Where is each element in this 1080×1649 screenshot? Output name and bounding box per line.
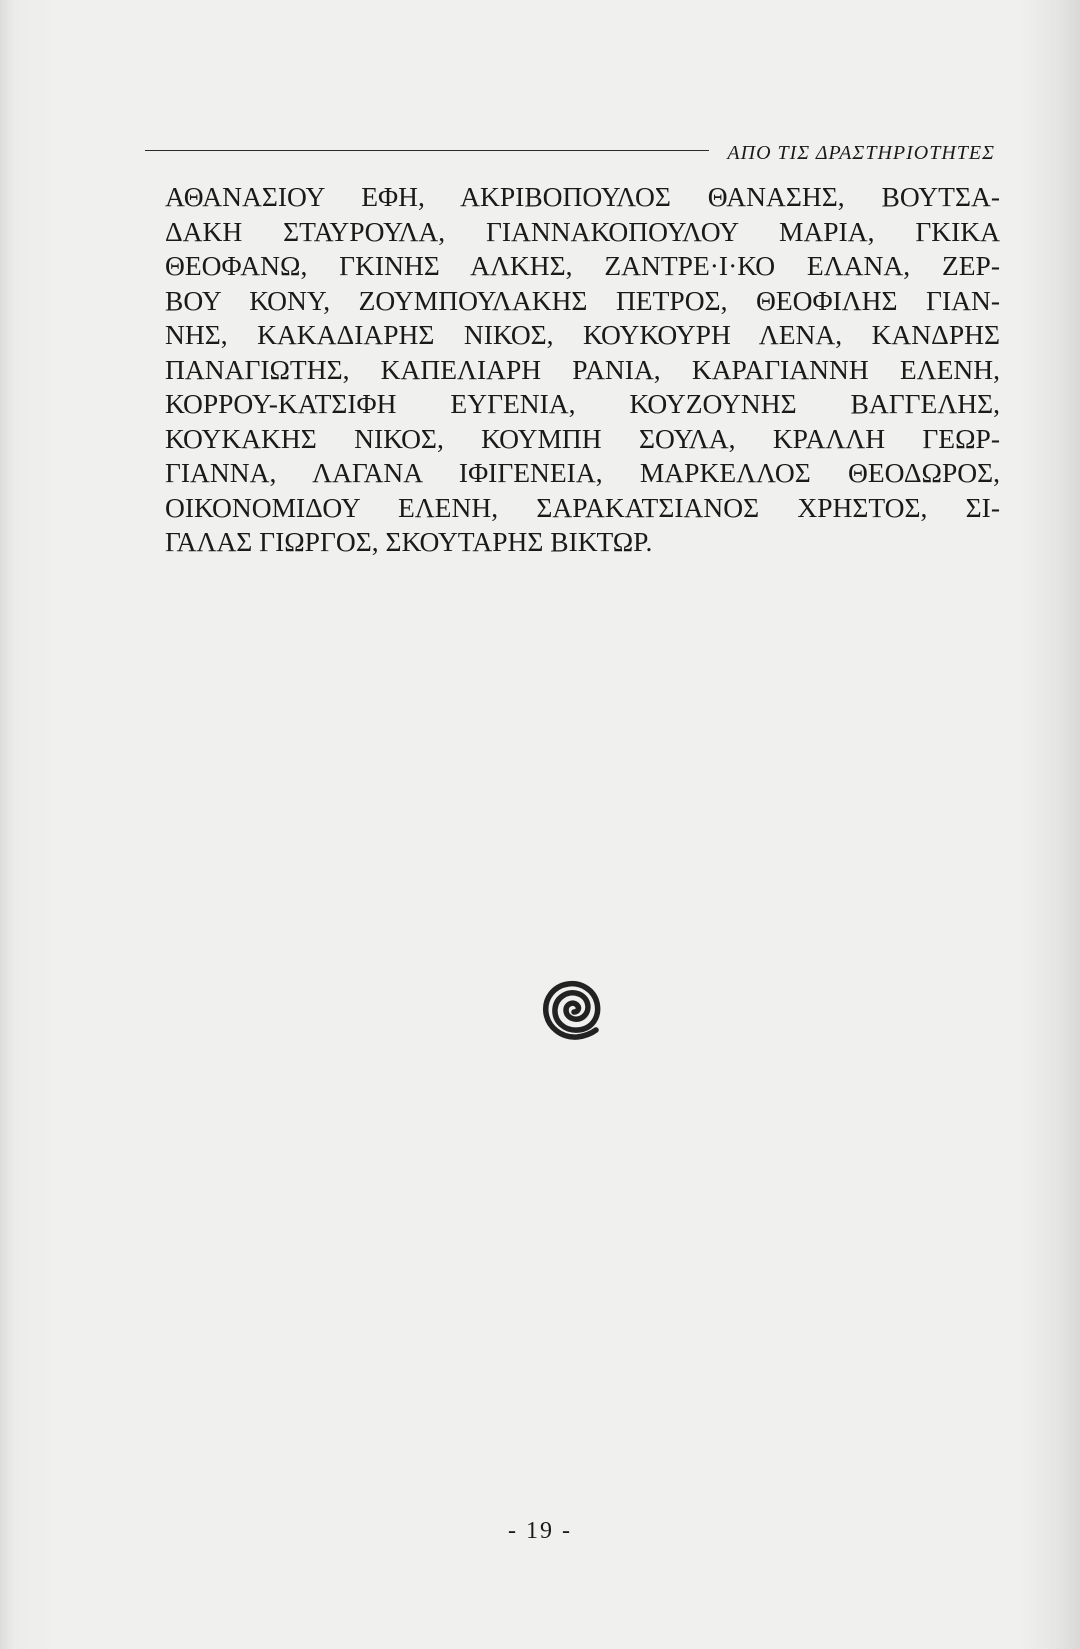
running-head bbox=[145, 138, 995, 168]
text-line: ΔΑΚΗ ΣΤΑΥΡΟΥΛΑ, ΓΙΑΝΝΑΚΟΠΟΥΛΟΥ ΜΑΡΙΑ, ΓΚΙΚΑ bbox=[165, 215, 1000, 247]
text-line: ΠΑΝΑΓΙΩΤΗΣ, ΚΑΠΕΛΙΑΡΗ ΡΑΝΙΑ, ΚΑΡΑΓΙΑΝΝΗ ΕΛΕΝΗ, bbox=[165, 353, 1000, 385]
text-line: ΟΙΚΟΝΟΜΙΔΟΥ ΕΛΕΝΗ, ΣΑΡΑΚΑΤΣΙΑΝΟΣ ΧΡΗΣΤΟΣ, ΣΙ- bbox=[165, 491, 1000, 523]
text-line: ΚΟΡΡΟΥ-ΚΑΤΣΙΦΗ ΕΥΓΕΝΙΑ, ΚΟΥΖΟΥΝΗΣ ΒΑΓΓΕΛΗΣ, bbox=[165, 388, 1000, 419]
text-line: ΑΘΑΝΑΣΙΟΥ ΕΦΗ, ΑΚΡΙΒΟΠΟΥΛΟΣ ΘΑΝΑΣΗΣ, ΒΟΥΤΣΑ- bbox=[165, 181, 1000, 212]
text-line: ΚΟΥΚΑΚΗΣ ΝΙΚΟΣ, ΚΟΥΜΠΗ ΣΟΥΛΑ, ΚΡΑΛΛΗ ΓΕΩΡ- bbox=[165, 422, 1000, 454]
header-rule bbox=[145, 150, 709, 151]
text-line: ΓΙΑΝΝΑ, ΛΑΓΑΝΑ ΙΦΙΓΕΝΕΙΑ, ΜΑΡΚΕΛΛΟΣ ΘΕΟΔΩΡΟΣ, bbox=[165, 457, 1000, 488]
page-number: - 19 - bbox=[508, 1518, 572, 1544]
text-line: ΓΑΛΑΣ ΓΙΩΡΓΟΣ, ΣΚΟΥΤΑΡΗΣ ΒΙΚΤΩΡ. bbox=[165, 526, 653, 557]
names-paragraph bbox=[165, 180, 1000, 560]
section-title: ΑΠΟ ΤΙΣ ΔΡΑΣΤΗΡΙΟΤΗΤΕΣ bbox=[727, 141, 995, 164]
text-line: ΝΗΣ, ΚΑΚΑΔΙΑΡΗΣ ΝΙΚΟΣ, ΚΟΥΚΟΥΡΗ ΛΕΝΑ, ΚΑΝΔΡΗΣ bbox=[165, 319, 1000, 350]
spiral-icon bbox=[534, 970, 614, 1050]
text-line: ΘΕΟΦΑΝΩ, ΓΚΙΝΗΣ ΑΛΚΗΣ, ΖΑΝΤΡΕ·Ι·ΚΟ ΕΛΑΝΑ, ΖΕΡ- bbox=[165, 250, 1000, 281]
text-line: ΒΟΥ ΚΟΝΥ, ΖΟΥΜΠΟΥΛΑΚΗΣ ΠΕΤΡΟΣ, ΘΕΟΦΙΛΗΣ ΓΙΑΝ- bbox=[165, 284, 1000, 316]
